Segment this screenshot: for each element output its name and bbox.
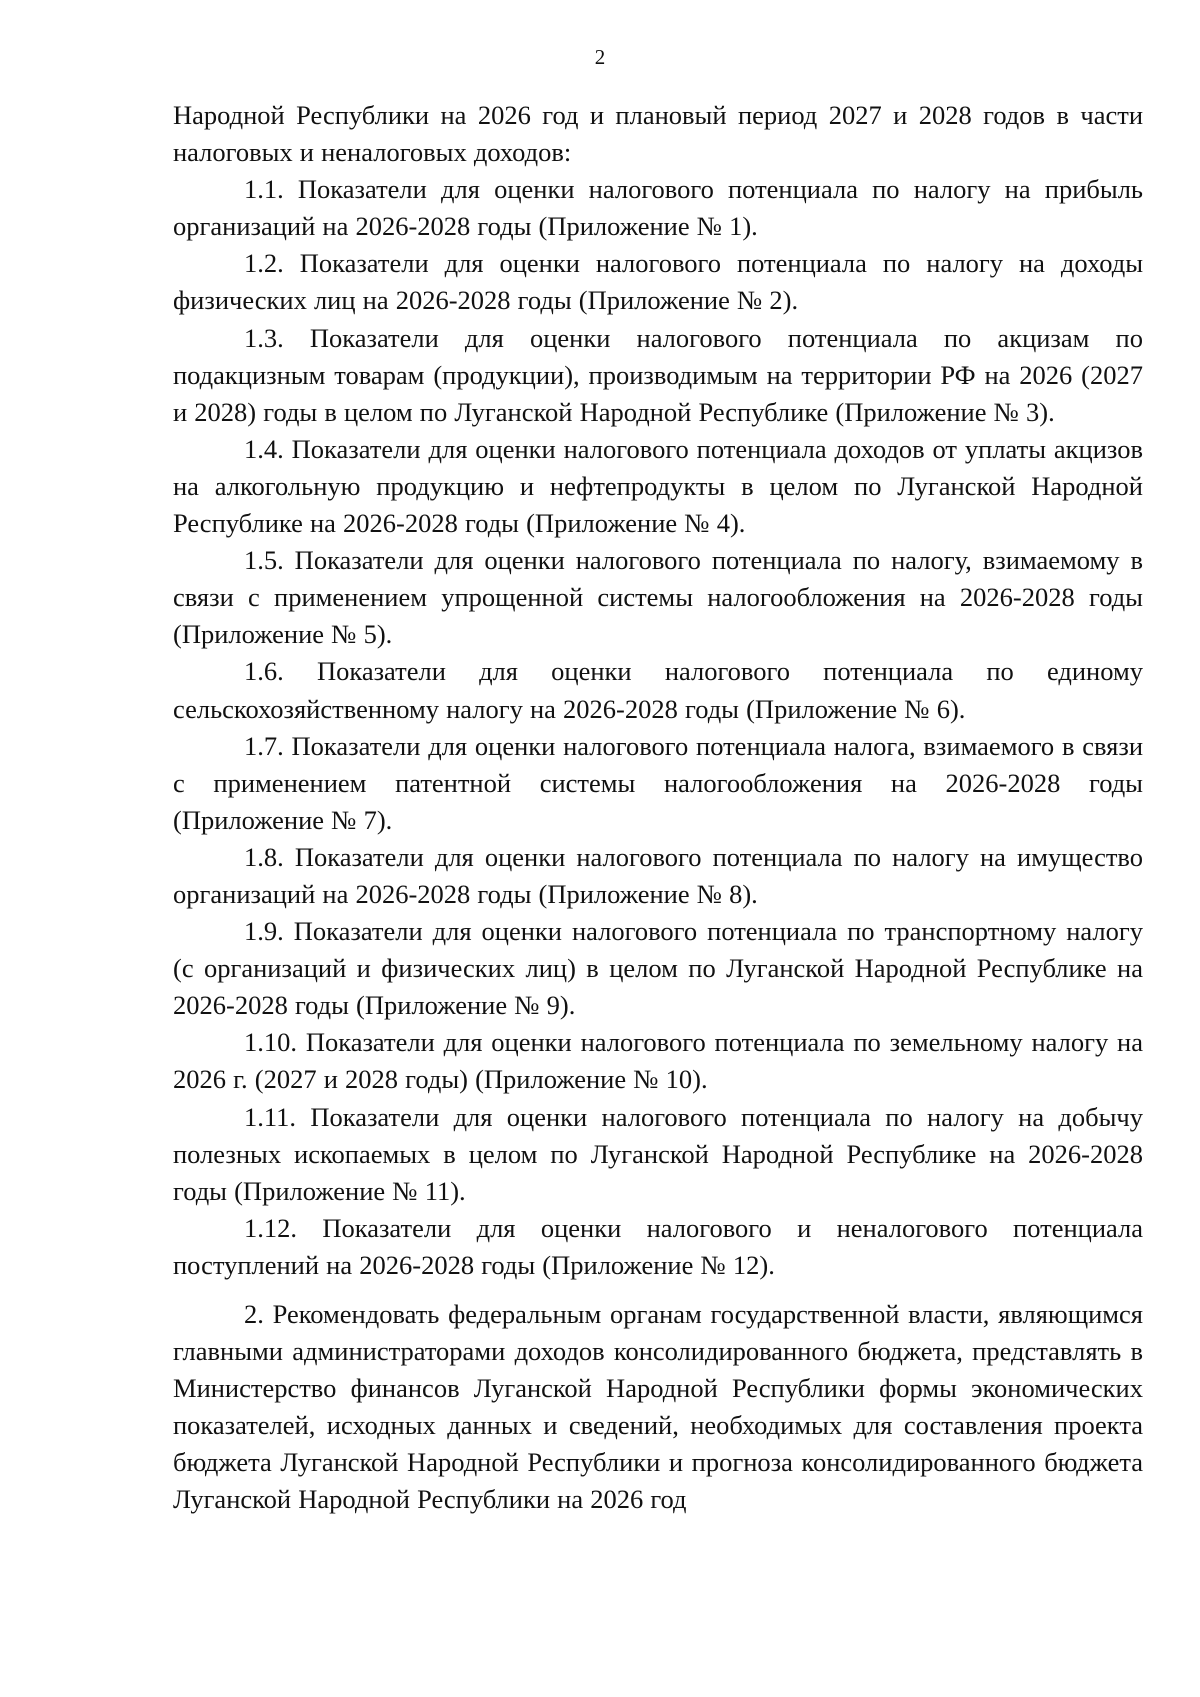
item-1-7: 1.7. Показатели для оценки налогового потенциала налога, взимаемого в связи с применением патентной системы налогообложения на 2026-2028 годы (Приложение № 7). xyxy=(173,730,1143,835)
item-1-10: 1.10. Показатели для оценки налогового потенциала по земельному налогу на 2026 г. (2027 и 2028 годы) (Приложение № 10). xyxy=(173,1027,1143,1095)
item-1-6: 1.6. Показатели для оценки налогового потенциала по единому сельскохозяйственному налогу на 2026-2028 годы (Приложение № 6). xyxy=(173,656,1143,724)
paragraph-continuation: Народной Республики на 2026 год и плановый период 2027 и 2028 годов в части налоговых и неналоговых доходов: xyxy=(173,100,1143,168)
page-number: 2 xyxy=(594,45,606,69)
item-1-5: 1.5. Показатели для оценки налогового потенциала по налогу, взимаемому в связи с применением упрощенной системы налогообложения на 2026-2028 годы (Приложение № 5). xyxy=(173,545,1143,650)
item-1-2: 1.2. Показатели для оценки налогового потенциала по налогу на доходы физических лиц на 2026-2028 годы (Приложение № 2). xyxy=(173,248,1143,316)
item-1-4: 1.4. Показатели для оценки налогового потенциала доходов от уплаты акцизов на алкогольную продукцию и нефтепродукты в целом по Луганской Народной Республике на 2026-2028 годы (Приложение № 4). xyxy=(173,433,1143,539)
item-2: 2. Рекомендовать федеральным органам государственной власти, являющимся главными администраторами доходов консолидированного бюджета, представлять в Министерство финансов Луганской Народной Республики формы экономических показателей, исходных данных и сведений, необходимых для составления проекта бюджета Луганской Народной Республики и прогноза консолидированного бюджета Луганской Народной Республики на 2026 год xyxy=(173,1299,1143,1515)
document-body xyxy=(173,97,1143,1519)
item-1-1: 1.1. Показатели для оценки налогового потенциала по налогу на прибыль организаций на 2026-2028 годы (Приложение № 1). xyxy=(173,174,1143,242)
item-1-11: 1.11. Показатели для оценки налогового потенциала по налогу на добычу полезных ископаемых в целом по Луганской Народной Республике на 2026-2028 годы (Приложение № 11). xyxy=(173,1101,1143,1206)
item-1-8: 1.8. Показатели для оценки налогового потенциала по налогу на имущество организаций на 2026-2028 годы (Приложение № 8). xyxy=(173,841,1143,909)
item-1-9: 1.9. Показатели для оценки налогового потенциала по транспортному налогу (с организаций и физических лиц) в целом по Луганской Народной Республике на 2026-2028 годы (Приложение № 9). xyxy=(173,916,1143,1021)
item-1-3: 1.3. Показатели для оценки налогового потенциала по акцизам по подакцизным товарам (продукции), производимым на территории РФ на 2026 (2027 и 2028) годы в целом по Луганской Народной Республике (Приложение № 3). xyxy=(173,322,1143,427)
item-1-12: 1.12. Показатели для оценки налогового и неналогового потенциала поступлений на 2026-2028 годы (Приложение № 12). xyxy=(173,1212,1143,1280)
